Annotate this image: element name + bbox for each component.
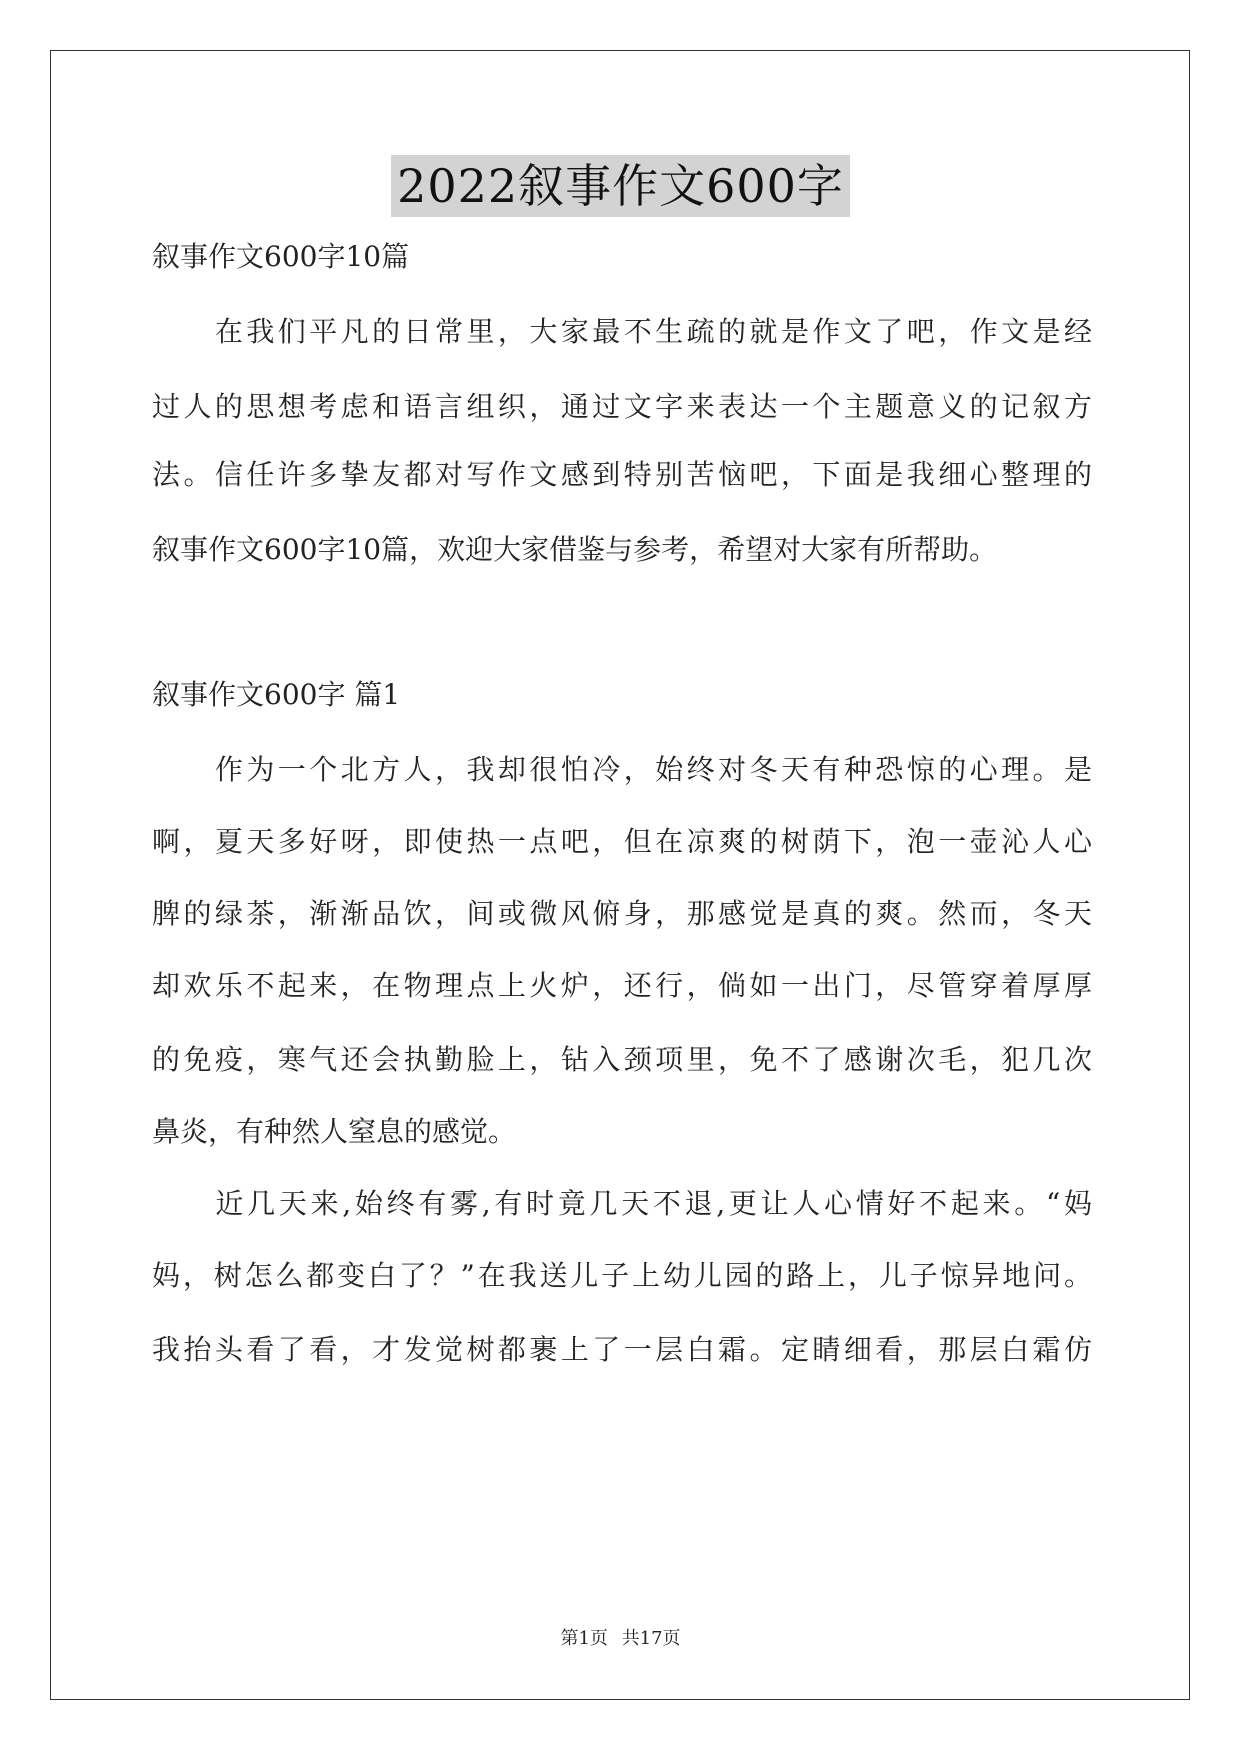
- para2-line-2: 妈，树怎么都变白了？”在我送儿子上幼儿园的路上，儿子惊异地问。: [152, 1259, 1092, 1292]
- para2-line-1: 近几天来,始终有雾,有时竟几天不退,更让人心情好不起来。“妈: [152, 1187, 1092, 1220]
- para1-line-1: 作为一个北方人，我却很怕冷，始终对冬天有种恐惊的心理。是: [152, 753, 1092, 786]
- intro-heading: 叙事作文600字10篇: [152, 240, 410, 273]
- page-number: 第1页: [560, 1628, 608, 1649]
- intro-line-4: 叙事作文600字10篇，欢迎大家借鉴与参考，希望对大家有所帮助。: [152, 533, 998, 566]
- para1-line-5: 的免疫，寒气还会执勤脸上，钻入颈项里，免不了感谢次毛，犯几次: [152, 1043, 1092, 1076]
- intro-line-1: 在我们平凡的日常里，大家最不生疏的就是作文了吧，作文是经: [152, 315, 1092, 348]
- page-footer: [0, 1624, 1241, 1650]
- section-heading: 叙事作文600字 篇1: [152, 678, 401, 711]
- title-container: [0, 155, 1241, 217]
- para1-line-6: 鼻炎，有种然人窒息的感觉。: [152, 1115, 517, 1148]
- para2-line-3: 我抬头看了看，才发觉树都裹上了一层白霜。定睛细看，那层白霜仿: [152, 1333, 1092, 1366]
- intro-line-2: 过人的思想考虑和语言组织，通过文字来表达一个主题意义的记叙方: [152, 390, 1092, 423]
- page-border: [50, 50, 1190, 1700]
- intro-line-3: 法。信任许多挚友都对写作文感到特别苦恼吧，下面是我细心整理的: [152, 458, 1092, 491]
- para1-line-2: 啊，夏天多好呀，即使热一点吧，但在凉爽的树荫下，泡一壶沁人心: [152, 825, 1092, 858]
- para1-line-4: 却欢乐不起来，在物理点上火炉，还行，倘如一出门，尽管穿着厚厚: [152, 969, 1092, 1002]
- document-title: 2022叙事作文600字: [391, 155, 850, 217]
- page-total: 共17页: [621, 1628, 681, 1649]
- para1-line-3: 脾的绿茶，渐渐品饮，间或微风俯身，那感觉是真的爽。然而，冬天: [152, 897, 1092, 930]
